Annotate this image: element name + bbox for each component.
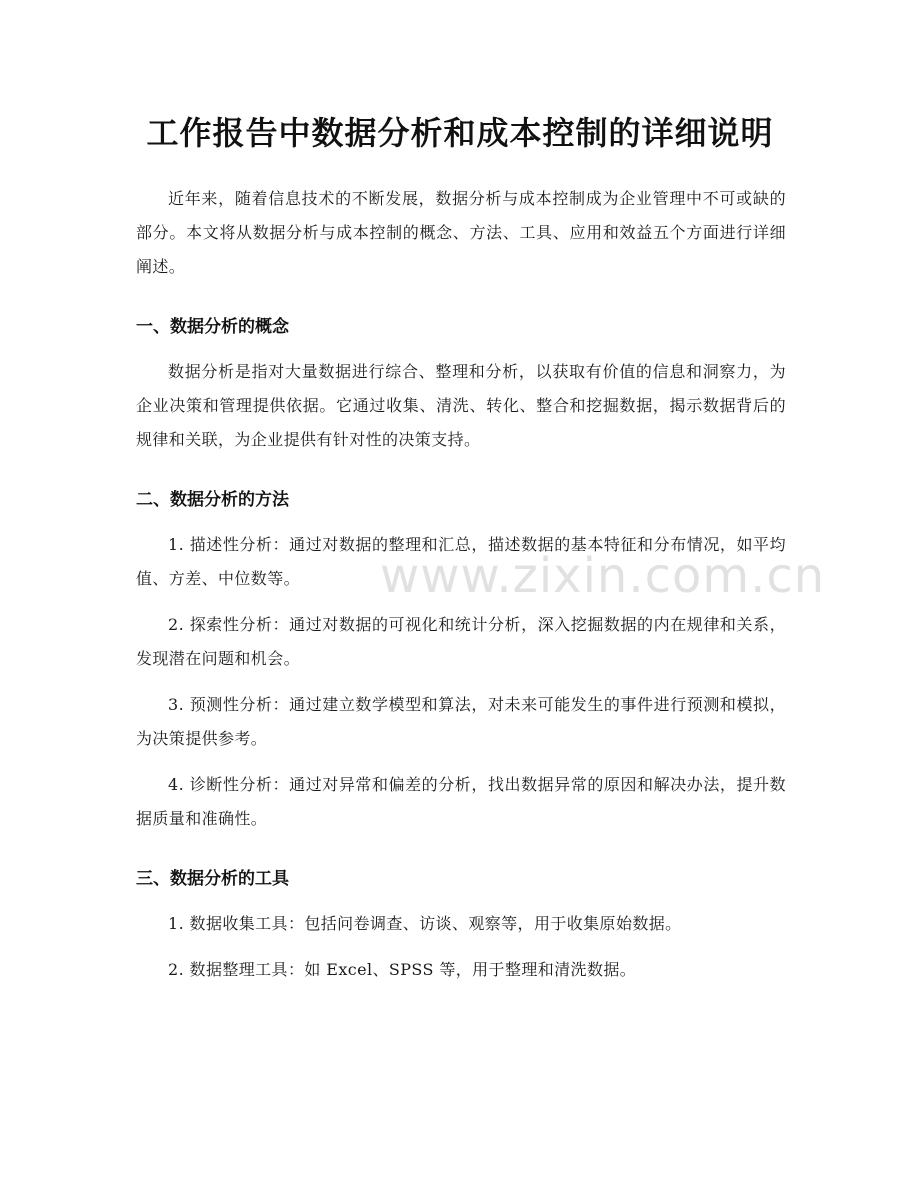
method-item-2: 2. 探索性分析：通过对数据的可视化和统计分析，深入挖掘数据的内在规律和关系，发现潜在问题和机会。 — [136, 615, 786, 668]
watermark: www.zixin.com.cn — [380, 548, 826, 604]
tool-item-2: 2. 数据整理工具：如 Excel、SPSS 等，用于整理和清洗数据。 — [168, 960, 637, 979]
intro-paragraph: 近年来，随着信息技术的不断发展，数据分析与成本控制成为企业管理中不可或缺的部分。本文将从数据分析与成本控制的概念、方法、工具、应用和效益五个方面进行详细阐述。 — [136, 189, 786, 276]
section-2-heading: 二、数据分析的方法 — [136, 490, 289, 510]
document-body — [136, 182, 786, 987]
method-item-3: 3. 预测性分析：通过建立数学模型和算法，对未来可能发生的事件进行预测和模拟，为决策提供参考。 — [136, 695, 786, 748]
section-3-heading: 三、数据分析的工具 — [136, 869, 289, 889]
method-item-1: 1. 描述性分析：通过对数据的整理和汇总，描述数据的基本特征和分布情况，如平均值、方差、中位数等。 — [136, 535, 786, 588]
section-1-heading: 一、数据分析的概念 — [136, 317, 289, 337]
tool-item-1: 1. 数据收集工具：包括问卷调查、访谈、观察等，用于收集原始数据。 — [168, 914, 682, 933]
document-title: 工作报告中数据分析和成本控制的详细说明 — [146, 114, 774, 152]
method-item-4: 4. 诊断性分析：通过对异常和偏差的分析，找出数据异常的原因和解决办法，提升数据质量和准确性。 — [136, 775, 786, 828]
section-1-paragraph: 数据分析是指对大量数据进行综合、整理和分析，以获取有价值的信息和洞察力，为企业决策和管理提供依据。它通过收集、清洗、转化、整合和挖掘数据，揭示数据背后的规律和关联，为企业提供有针对性的决策支持。 — [136, 362, 786, 449]
